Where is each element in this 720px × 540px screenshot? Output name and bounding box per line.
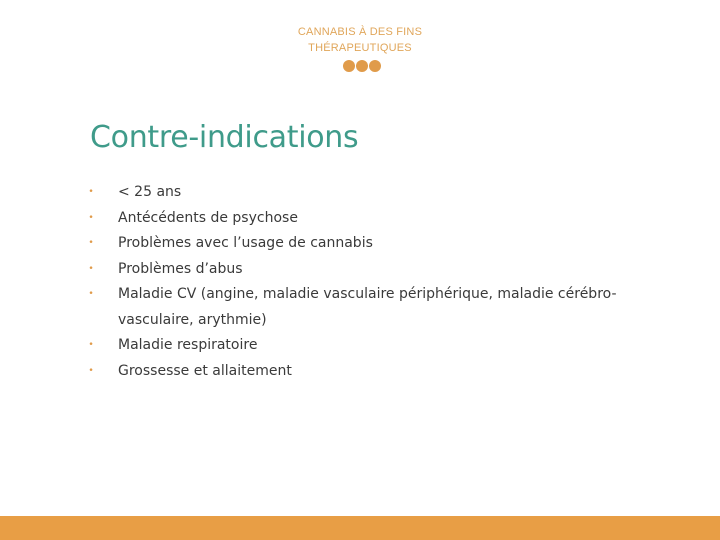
bullet-item	[86, 257, 666, 283]
bullet-icon: •	[88, 263, 94, 274]
bullet-icon: •	[88, 212, 94, 223]
bottom-accent-bar	[0, 516, 720, 540]
bullet-item	[86, 333, 666, 359]
bullet-text: Maladie respiratoire	[118, 337, 258, 353]
header-line-2: THÉRAPEUTIQUES	[308, 42, 412, 54]
bullet-icon: •	[88, 187, 94, 197]
bullet-item	[86, 282, 666, 333]
dot-icon	[369, 60, 381, 72]
bullet-item	[86, 231, 666, 257]
bullet-item	[86, 180, 666, 206]
bullet-list	[86, 180, 666, 384]
bullet-text: Antécédents de psychose	[118, 209, 298, 226]
slide-header	[260, 24, 460, 56]
slide-title: Contre-indications	[90, 120, 359, 155]
bullet-text: Problèmes d’abus	[118, 260, 243, 277]
dot-icon	[343, 60, 355, 72]
bullet-item	[86, 359, 666, 385]
bullet-text: Problèmes avec l’usage de cannabis	[118, 235, 373, 251]
bullet-icon: •	[88, 340, 94, 350]
bullet-icon: •	[88, 289, 94, 299]
bullet-text: Grossesse et allaitement	[118, 362, 292, 379]
bullet-item	[86, 206, 666, 232]
bullet-icon: •	[88, 238, 94, 248]
bullet-text: Maladie CV (angine, maladie vasculaire périphérique, maladie cérébro-vasculaire, arythmie)	[118, 286, 617, 328]
decorative-dots	[343, 60, 383, 74]
bullet-text: < 25 ans	[118, 184, 182, 200]
header-line-1: CANNABIS À DES FINS	[297, 26, 423, 38]
bullet-icon: •	[88, 365, 94, 376]
dot-icon	[356, 60, 368, 72]
